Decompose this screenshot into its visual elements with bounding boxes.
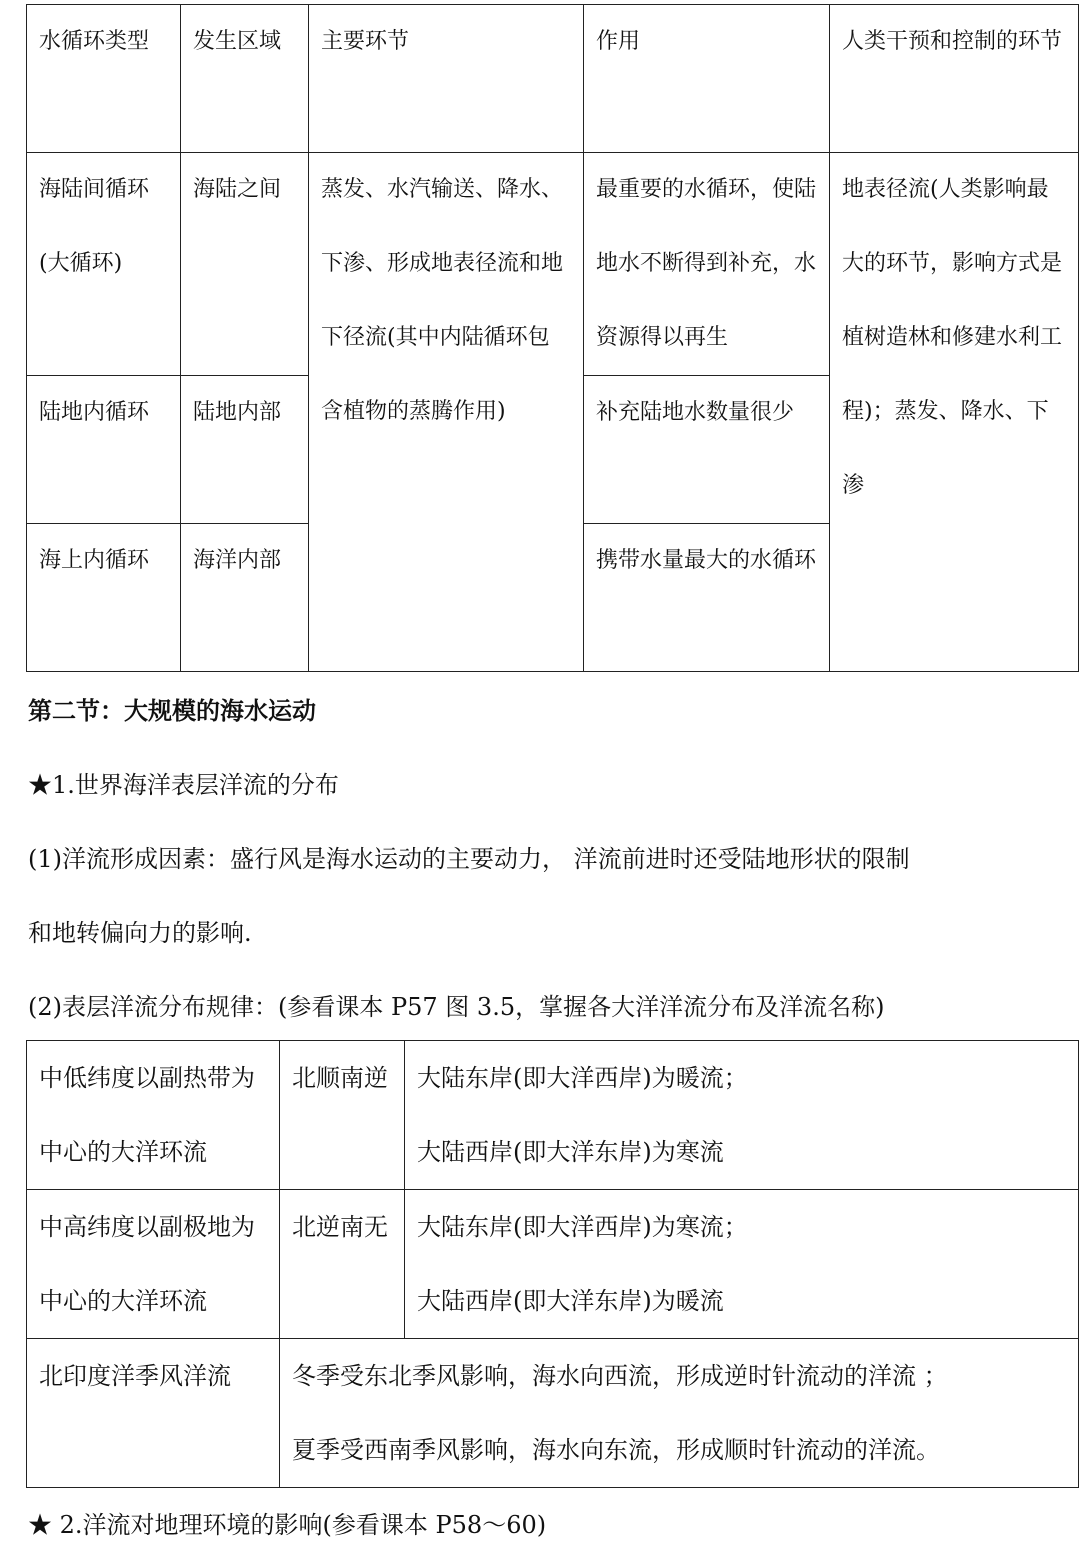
cell-role: 补充陆地水数量很少 (584, 376, 830, 524)
cell-direction: 北逆南无 (280, 1190, 405, 1339)
header-role: 作用 (584, 5, 830, 153)
table-row (27, 1041, 1079, 1190)
cell-type: 海陆间循环(大循环) (27, 153, 181, 376)
cell-role: 携带水量最大的水循环 (584, 524, 830, 672)
cell-current-name: 北印度洋季风洋流 (27, 1339, 280, 1488)
cell-role: 最重要的水循环，使陆地水不断得到补充，水资源得以再生 (584, 153, 830, 376)
header-region: 发生区域 (181, 5, 309, 153)
cell-region: 海洋内部 (181, 524, 309, 672)
table-row (27, 1339, 1079, 1488)
item1-title: ★1.世界海洋表层洋流的分布 (28, 771, 339, 799)
cell-current-name: 中低纬度以副热带为中心的大洋环流 (27, 1041, 280, 1190)
paragraph-line: (2)表层洋流分布规律：(参看课本 P57 图 3.5，掌握各大洋洋流分布及洋流名称) (28, 993, 885, 1021)
description-line: 大陆西岸(即大洋东岸)为寒流 (417, 1138, 724, 1166)
cell-human-shared: 地表径流(人类影响最大的环节，影响方式是植树造林和修建水利工程)；蒸发、降水、下渗 (830, 153, 1079, 672)
description-line: 大陆东岸(即大洋西岸)为暖流； (417, 1064, 748, 1092)
paragraph-line: 和地转偏向力的影响. (28, 919, 252, 947)
cell-region: 陆地内部 (181, 376, 309, 524)
description-line: 冬季受东北季风影响，海水向西流，形成逆时针流动的洋流 ； (292, 1362, 948, 1390)
description-line: 夏季受西南季风影响，海水向东流，形成顺时针流动的洋流。 (292, 1436, 940, 1464)
item2-title: ★ 2.洋流对地理环境的影响(参看课本 P58～60) (28, 1511, 547, 1539)
table-row (27, 153, 1079, 376)
water-cycle-table (26, 4, 1079, 672)
header-human: 人类干预和控制的环节 (830, 5, 1079, 153)
ocean-current-table (26, 1040, 1079, 1488)
paragraph-line: (1)洋流形成因素：盛行风是海水运动的主要动力， 洋流前进时还受陆地形状的限制 (28, 845, 910, 873)
cell-direction: 北顺南逆 (280, 1041, 405, 1190)
table-header-row (27, 5, 1079, 153)
cell-description (405, 1190, 1079, 1339)
description-line: 大陆东岸(即大洋西岸)为寒流； (417, 1213, 748, 1241)
cell-description (280, 1339, 1079, 1488)
header-links: 主要环节 (309, 5, 584, 153)
table-row (27, 1190, 1079, 1339)
cell-current-name: 中高纬度以副极地为中心的大洋环流 (27, 1190, 280, 1339)
cell-description (405, 1041, 1079, 1190)
cell-region: 海陆之间 (181, 153, 309, 376)
description-line: 大陆西岸(即大洋东岸)为暖流 (417, 1287, 724, 1315)
cell-links-shared: 蒸发、水汽输送、降水、下渗、形成地表径流和地下径流(其中内陆循环包含植物的蒸腾作用) (309, 153, 584, 672)
cell-type: 海上内循环 (27, 524, 181, 672)
section-title: 第二节：大规模的海水运动 (28, 696, 316, 725)
header-type: 水循环类型 (27, 5, 181, 153)
cell-type: 陆地内循环 (27, 376, 181, 524)
